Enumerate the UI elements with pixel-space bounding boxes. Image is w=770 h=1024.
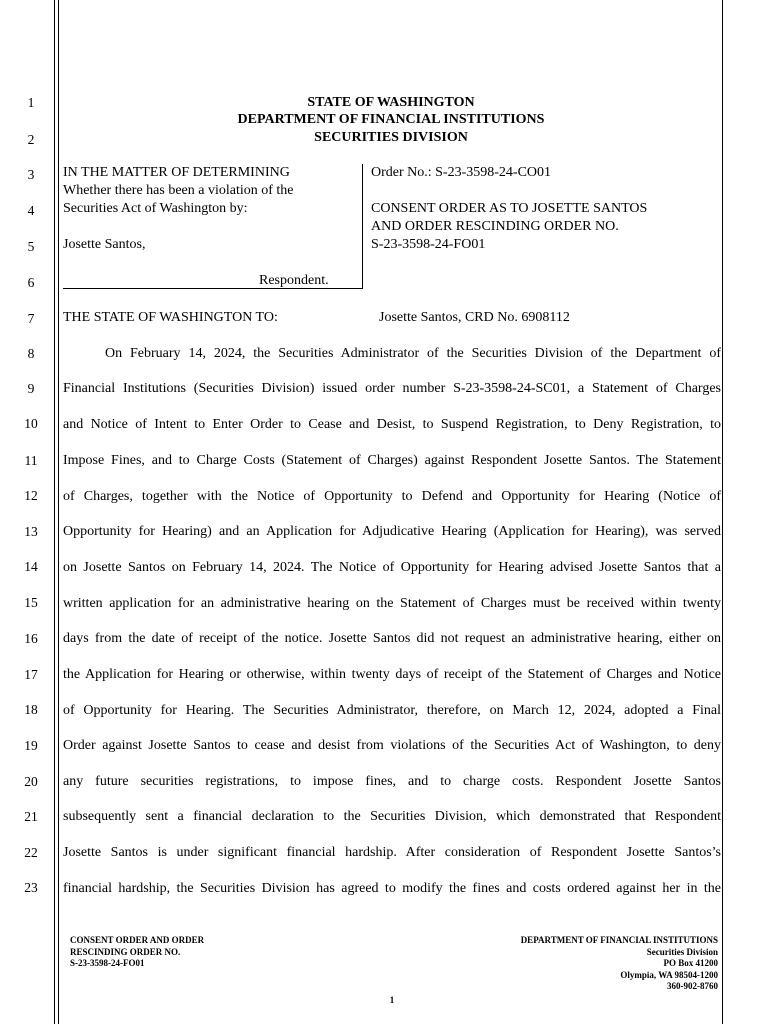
to-label: THE STATE OF WASHINGTON TO: [63, 310, 278, 325]
line-number: 21 [24, 809, 38, 824]
line-number: 15 [24, 595, 38, 610]
line-number: 2 [27, 132, 35, 147]
line-number: 23 [24, 880, 38, 895]
body-line: on Josette Santos on February 14, 2024. The Notice of Opportunity for Hearing advised Josette Santos that a [63, 560, 721, 575]
body-line: Josette Santos is under significant financial hardship. After consideration of Respondent Josette Santos’s [63, 845, 721, 860]
order-title-line3: S-23-3598-24-FO01 [371, 237, 486, 252]
line-number: 22 [24, 845, 38, 860]
line-number: 9 [27, 381, 35, 396]
body-line: any future securities registrations, to impose fines, and to charge costs. Respondent Josette Santos [63, 774, 721, 789]
header-state: STATE OF WASHINGTON [307, 95, 475, 110]
body-line: subsequently sent a financial declaration to the Securities Division, which demonstrated that Respondent [63, 809, 721, 824]
caption-respondent-name: Josette Santos, [63, 237, 146, 252]
footer-right [521, 935, 718, 993]
footer-left-line: S-23-3598-24-FO01 [70, 958, 145, 968]
line-number: 18 [24, 702, 38, 717]
left-margin-rule-inner [58, 0, 59, 1024]
body-line: the Application for Hearing or otherwise, within twenty days of receipt of the Statement of Charges and Notice [63, 667, 721, 682]
header-department: DEPARTMENT OF FINANCIAL INSTITUTIONS [237, 112, 545, 127]
body-line: Impose Fines, and to Charge Costs (Statement of Charges) against Respondent Josette Santos. The Statement [63, 453, 721, 468]
line-number: 13 [24, 524, 38, 539]
caption-matter: IN THE MATTER OF DETERMINING [63, 165, 290, 180]
body-line: Order against Josette Santos to cease and desist from violations of the Securities Act of Washington, to deny [63, 738, 721, 753]
body-line: Financial Institutions (Securities Division) issued order number S-23-3598-24-SC01, a Statement of Charges [63, 381, 721, 396]
line-number: 14 [24, 559, 38, 574]
line-number: 10 [24, 416, 38, 431]
body-line: On February 14, 2024, the Securities Administrator of the Securities Division of the Department of [105, 346, 721, 361]
footer-right-line: DEPARTMENT OF FINANCIAL INSTITUTIONS [520, 935, 718, 945]
line-number: 17 [24, 667, 38, 682]
body-line: days from the date of receipt of the notice. Josette Santos did not request an administrative hearing, either on [63, 631, 721, 646]
body-line: written application for an administrative hearing on the Statement of Charges must be received within twenty [63, 596, 721, 611]
order-title-line1: CONSENT ORDER AS TO JOSETTE SANTOS [371, 201, 648, 216]
header-division: SECURITIES DIVISION [314, 130, 468, 145]
caption-divider-horizontal [63, 288, 363, 289]
line-number: 11 [24, 453, 38, 468]
footer-right-line: 360-902-8760 [667, 981, 718, 991]
left-margin-rule-outer [54, 0, 55, 1024]
caption-divider-vertical [362, 164, 363, 288]
caption-act: Securities Act of Washington by: [63, 201, 248, 216]
line-number: 4 [27, 203, 35, 218]
line-number: 19 [24, 738, 38, 753]
body-line: financial hardship, the Securities Division has agreed to modify the fines and costs ordered against her in the [63, 881, 721, 896]
footer-right-line: PO Box 41200 [663, 958, 718, 968]
body-line: and Notice of Intent to Enter Order to Cease and Desist, to Suspend Registration, to Deny Registration, to [63, 417, 721, 432]
order-number: Order No.: S-23-3598-24-CO01 [371, 165, 552, 180]
to-recipient: Josette Santos, CRD No. 6908112 [379, 310, 570, 325]
right-margin-rule [722, 0, 723, 1024]
body-line: Opportunity for Hearing) and an Application for Adjudicative Hearing (Application for Hearing), was served [63, 524, 721, 539]
caption-respondent-label: Respondent. [259, 273, 329, 288]
footer-right-line: Securities Division [646, 946, 718, 957]
footer-left [70, 935, 204, 970]
order-title-line2: AND ORDER RESCINDING ORDER NO. [371, 219, 619, 234]
footer-right-line: Olympia, WA 98504-1200 [620, 969, 718, 980]
body-line: of Charges, together with the Notice of Opportunity to Defend and Opportunity for Hearing (Notice of [63, 489, 721, 504]
footer-left-line: CONSENT ORDER AND ORDER [70, 935, 205, 945]
line-number: 7 [27, 311, 35, 326]
line-number: 16 [24, 631, 38, 646]
caption-violation: Whether there has been a violation of the [63, 183, 294, 198]
line-number: 20 [24, 774, 38, 789]
line-number: 8 [27, 346, 35, 361]
line-number: 1 [27, 95, 35, 110]
footer-left-line: RESCINDING ORDER NO. [70, 946, 181, 957]
line-number: 3 [27, 167, 35, 182]
line-number: 5 [27, 239, 35, 254]
line-number: 6 [27, 275, 35, 290]
body-line: of Opportunity for Hearing. The Securities Administrator, therefore, on March 12, 2024, adopted a Final [63, 703, 721, 718]
line-number: 12 [24, 488, 38, 503]
page-number: 1 [389, 995, 395, 1005]
